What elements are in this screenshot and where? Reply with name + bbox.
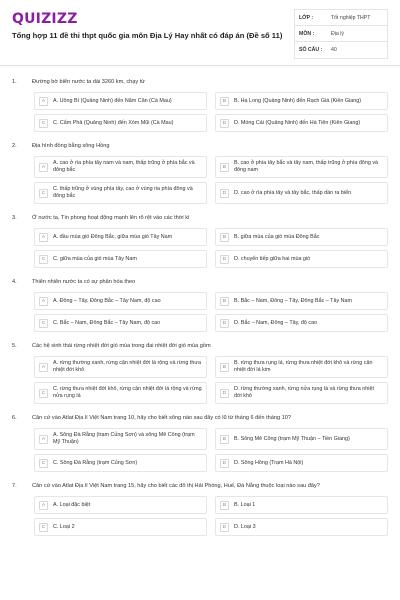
- option-text: A. đầu mùa gió Đông Bắc, giữa mùa gió Tây Nam: [53, 233, 173, 240]
- answer-option[interactable]: [215, 228, 388, 246]
- option-letter-box: A: [39, 297, 48, 306]
- option-text: D. rừng thường xanh, rừng nửa rụng lá và rừng thưa nhiệt đới khô: [234, 386, 374, 399]
- option-letter-box: C: [39, 119, 48, 128]
- answer-option[interactable]: [34, 250, 207, 268]
- option-letter-box: B: [220, 435, 229, 444]
- meta-key: LỚP :: [299, 14, 314, 21]
- option-letter-box: D: [220, 319, 229, 328]
- option-text: D. Bắc – Nam, Đông – Tây, độ cao: [234, 319, 318, 326]
- option-letter-box: A: [39, 233, 48, 242]
- option-letter-box: A: [39, 363, 48, 372]
- option-text: A. rừng thường xanh, rừng cận nhiệt đới lá rộng và rừng thưa nhiệt đới khô: [53, 360, 201, 373]
- question-item: [12, 78, 388, 132]
- option-letter-box: B: [220, 297, 229, 306]
- answer-option[interactable]: [34, 356, 207, 378]
- meta-info-table: [294, 9, 388, 59]
- meta-row-class: [295, 10, 387, 26]
- option-text: C. Cẩm Phả (Quảng Ninh) đến Xóm Mũi (Cà Mau): [53, 119, 174, 126]
- option-text: A. Sông Đà Rằng (trạm Củng Sơn) và sông Mê Công (trạm Mỹ Thuận): [53, 432, 195, 445]
- answer-option[interactable]: [215, 182, 388, 204]
- option-letter-box: C: [39, 459, 48, 468]
- question-stem: [12, 278, 388, 286]
- answer-option[interactable]: [34, 428, 207, 450]
- question-number: 3.: [12, 215, 17, 221]
- question-stem: [12, 482, 388, 490]
- answer-options: [12, 356, 388, 404]
- answer-options: [12, 428, 388, 472]
- meta-row-subject: [295, 26, 387, 42]
- meta-value: 40: [331, 47, 337, 53]
- answer-option[interactable]: [34, 496, 207, 514]
- answer-option[interactable]: [34, 92, 207, 110]
- option-letter-box: D: [220, 459, 229, 468]
- question-item: [12, 482, 388, 536]
- option-text: A. cao ở rìa phía tây nam và nam, thấp trũng ở phía bắc và đông bắc: [53, 160, 195, 173]
- option-text: D. Loại 3: [234, 523, 256, 530]
- question-item: [12, 214, 388, 268]
- option-letter-box: B: [220, 363, 229, 372]
- option-text: C. rừng thưa nhiệt đới khô, rừng cận nhiệt đới lá rộng và rừng nửa rụng lá: [53, 386, 202, 399]
- option-text: D. cao ở rìa phía tây và tây bắc, thấp dần ra biển: [234, 189, 352, 196]
- question-number: 5.: [12, 343, 17, 349]
- answer-option[interactable]: [34, 292, 207, 310]
- question-stem: [12, 342, 388, 350]
- question-stem: [12, 414, 388, 422]
- option-letter-box: B: [220, 501, 229, 510]
- answer-options: [12, 228, 388, 268]
- option-text: B. Bắc – Nam, Đông – Tây, Đông Bắc – Tây Nam: [234, 297, 353, 304]
- option-text: C. Bắc – Nam, Đông Bắc – Tây Nam, độ cao: [53, 319, 161, 326]
- option-letter-box: A: [39, 501, 48, 510]
- question-item: [12, 414, 388, 472]
- answer-options: [12, 156, 388, 204]
- option-letter-box: A: [39, 163, 48, 172]
- option-letter-box: A: [39, 97, 48, 106]
- option-letter-box: D: [220, 119, 229, 128]
- option-letter-box: D: [220, 389, 229, 398]
- option-letter-box: C: [39, 255, 48, 264]
- option-text: C. Sông Đà Rằng (trạm Củng Sơn): [53, 459, 138, 466]
- meta-key: MÔN :: [299, 30, 315, 37]
- option-text: A. Loại đặc biệt: [53, 501, 91, 508]
- option-letter-box: B: [220, 233, 229, 242]
- quizizz-logo: QUIZIZZ: [12, 11, 78, 27]
- option-letter-box: C: [39, 389, 48, 398]
- answer-option[interactable]: [34, 182, 207, 204]
- option-letter-box: A: [39, 435, 48, 444]
- answer-option[interactable]: [215, 356, 388, 378]
- option-text: C. giữa mùa của gió mùa Tây Nam: [53, 255, 137, 262]
- option-letter-box: D: [220, 523, 229, 532]
- meta-row-question-count: [295, 42, 387, 58]
- question-stem: [12, 142, 388, 150]
- meta-key: SỐ CÂU :: [299, 47, 323, 53]
- question-number: 6.: [12, 415, 17, 421]
- question-text: Căn cứ vào Atlat Địa lí Việt Nam trang 15, hãy cho biết các đô thị Hải Phòng, Huế, Đà Nẵng thuộc loại nào sau đây?: [32, 483, 320, 489]
- answer-option[interactable]: [215, 250, 388, 268]
- option-letter-box: D: [220, 255, 229, 264]
- question-text: Thiên nhiên nước ta có sự phân hóa theo: [32, 279, 136, 285]
- answer-option[interactable]: [215, 428, 388, 450]
- option-letter-box: B: [220, 163, 229, 172]
- option-text: D. Móng Cái (Quảng Ninh) đến Hà Tiên (Kiên Giang): [234, 119, 361, 126]
- option-text: D. Sông Hồng (Trạm Hà Nội): [234, 459, 304, 466]
- option-text: B. Loại 1: [234, 501, 256, 508]
- option-text: A. Đông – Tây, Đông Bắc – Tây Nam, độ cao: [53, 297, 161, 304]
- question-text: Địa hình đồng bằng sông Hồng: [32, 143, 110, 149]
- question-number: 7.: [12, 483, 17, 489]
- question-number: 1.: [12, 79, 17, 85]
- option-letter-box: B: [220, 97, 229, 106]
- question-item: [12, 142, 388, 204]
- question-item: [12, 342, 388, 404]
- answer-option[interactable]: [215, 114, 388, 132]
- answer-option[interactable]: [215, 156, 388, 178]
- answer-option[interactable]: [34, 228, 207, 246]
- option-text: A. Uông Bí (Quảng Ninh) đến Năm Căn (Cà Mau): [53, 97, 172, 104]
- option-text: C. thấp trũng ở vùng phía tây, cao ở vùng ria phía đông và đông bắc: [53, 186, 193, 199]
- option-text: C. Loại 2: [53, 523, 75, 530]
- page-title: Tổng hợp 11 đề thi thpt quốc gia môn Địa Lý Hay nhất có đáp án (Đề số 11): [12, 31, 283, 40]
- option-letter-box: C: [39, 523, 48, 532]
- meta-value: Địa lý: [331, 30, 344, 37]
- option-text: B. Sông Mê Công (trạm Mỹ Thuận – Tiền Giang): [234, 435, 350, 442]
- question-number: 4.: [12, 279, 17, 285]
- answer-option[interactable]: [215, 496, 388, 514]
- question-text: Các hệ sinh thái rừng nhiệt đới gió mùa trong đai nhiệt đới gió mùa gồm: [32, 343, 211, 349]
- answer-option[interactable]: [34, 114, 207, 132]
- question-item: [12, 278, 388, 332]
- option-letter-box: C: [39, 319, 48, 328]
- option-letter-box: D: [220, 189, 229, 198]
- answer-option[interactable]: [34, 156, 207, 178]
- question-text: Đường bờ biển nước ta dài 3260 km, chạy từ: [32, 79, 146, 85]
- answer-option[interactable]: [215, 314, 388, 332]
- answer-option[interactable]: [34, 314, 207, 332]
- answer-option[interactable]: [34, 382, 207, 404]
- question-text: Ở nước ta, Tín phong hoạt động mạnh lên rõ rệt vào các thời kì: [32, 215, 190, 221]
- option-text: B. Hạ Long (Quảng Ninh) đến Rạch Giá (Kiên Giang): [234, 97, 362, 104]
- answer-option[interactable]: [215, 292, 388, 310]
- answer-option[interactable]: [215, 92, 388, 110]
- question-number: 2.: [12, 143, 17, 149]
- answer-option[interactable]: [34, 518, 207, 536]
- option-text: B. giữa mùa của gió mùa Đông Bắc: [234, 233, 320, 240]
- answer-option[interactable]: [215, 518, 388, 536]
- answer-option[interactable]: [215, 454, 388, 472]
- option-text: B. rừng thưa rụng lá, rừng thưa nhiệt đới khô và rừng cận nhiệt đới lá kim: [234, 360, 373, 373]
- option-text: D. chuyển tiếp giữa hai mùa gió: [234, 255, 311, 262]
- answer-options: [12, 496, 388, 536]
- document-header: [0, 0, 400, 66]
- answer-options: [12, 92, 388, 132]
- answer-option[interactable]: [34, 454, 207, 472]
- question-stem: [12, 214, 388, 222]
- option-text: B. cao ở phía tây bắc và tây nam, thấp trũng ở phía đông và đông nam: [234, 160, 379, 173]
- question-stem: [12, 78, 388, 86]
- question-text: Căn cứ vào Atlat Địa lí Việt Nam trang 10, hãy cho biết sông nào sau đây có lũ từ tháng 6 đến tháng 10?: [32, 415, 291, 421]
- meta-value: Tốt nghiệp THPT: [331, 14, 371, 21]
- question-list: [0, 66, 400, 536]
- option-letter-box: C: [39, 189, 48, 198]
- answer-option[interactable]: [215, 382, 388, 404]
- answer-options: [12, 292, 388, 332]
